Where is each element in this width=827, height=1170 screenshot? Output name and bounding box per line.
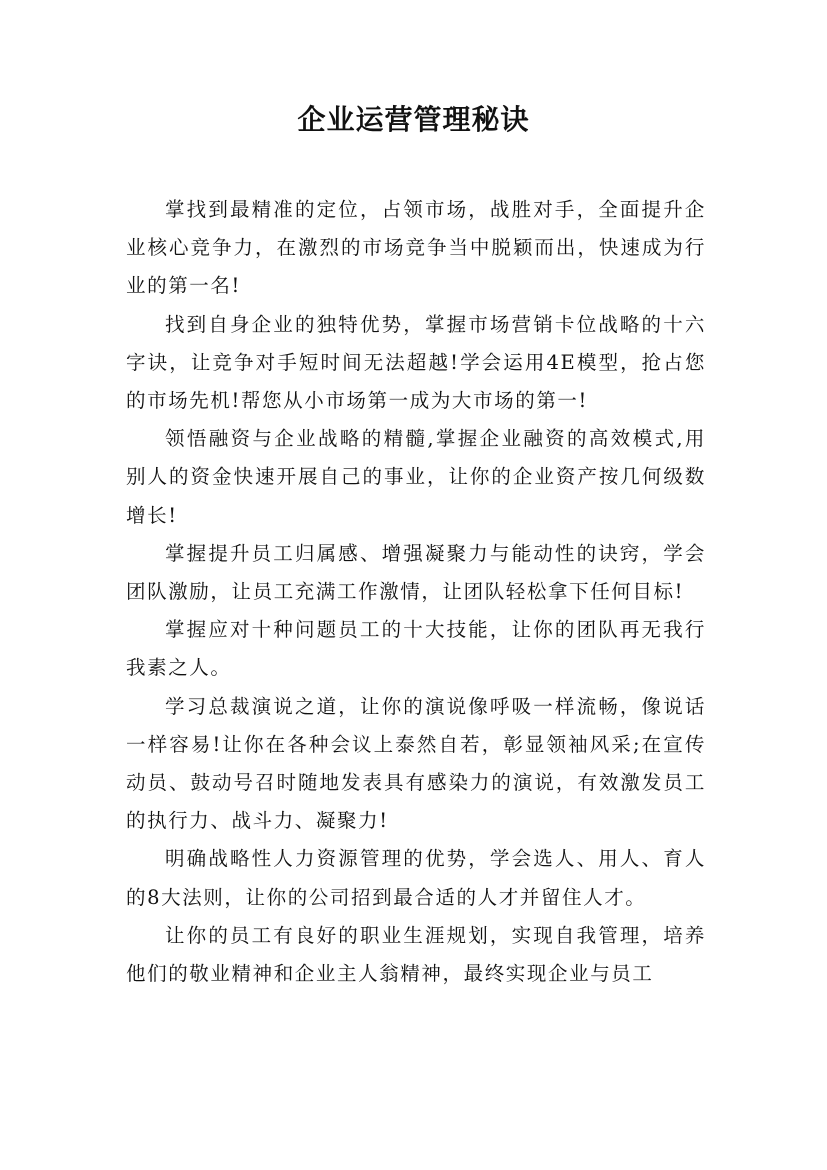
paragraph: 学习总裁演说之道，让你的演说像呼吸一样流畅，像说话一样容易!让你在各种会议上泰然自若，彰显领袖风采;在宣传动员、鼓动号召时随地发表具有感染力的演说，有效激发员工的执行力、战斗力、凝聚力!: [126, 694, 706, 833]
paragraph: 找到自身企业的独特优势，掌握市场营销卡位战略的十六字诀，让竞争对手短时间无法超越!学会运用4E模型，抢占您的市场先机!帮您从小市场第一成为大市场的第一!: [126, 312, 706, 413]
paragraph: 领悟融资与企业战略的精髓,掌握企业融资的高效模式,用别人的资金快速开展自己的事业，让你的企业资产按几何级数增长!: [126, 427, 706, 527]
document-body: [126, 191, 706, 993]
paragraph: 明确战略性人力资源管理的优势，学会选人、用人、育人的8大法则，让你的公司招到最合适的人才并留住人才。: [126, 847, 706, 909]
paragraph: 掌找到最精准的定位，占领市场，战胜对手，全面提升企业核心竞争力，在激烈的市场竞争当中脱颖而出，快速成为行业的第一名!: [126, 198, 706, 298]
paragraph: 让你的员工有良好的职业生涯规划，实现自我管理，培养他们的敬业精神和企业主人翁精神，最终实现企业与员工: [126, 923, 706, 986]
paragraph: 掌握提升员工归属感、增强凝聚力与能动性的诀窍，学会团队激励，让员工充满工作激情，让团队轻松拿下任何目标!: [126, 541, 706, 604]
document-title: 企业运营管理秘诀: [297, 103, 530, 136]
paragraph: 掌握应对十种问题员工的十大技能，让你的团队再无我行我素之人。: [126, 618, 706, 680]
